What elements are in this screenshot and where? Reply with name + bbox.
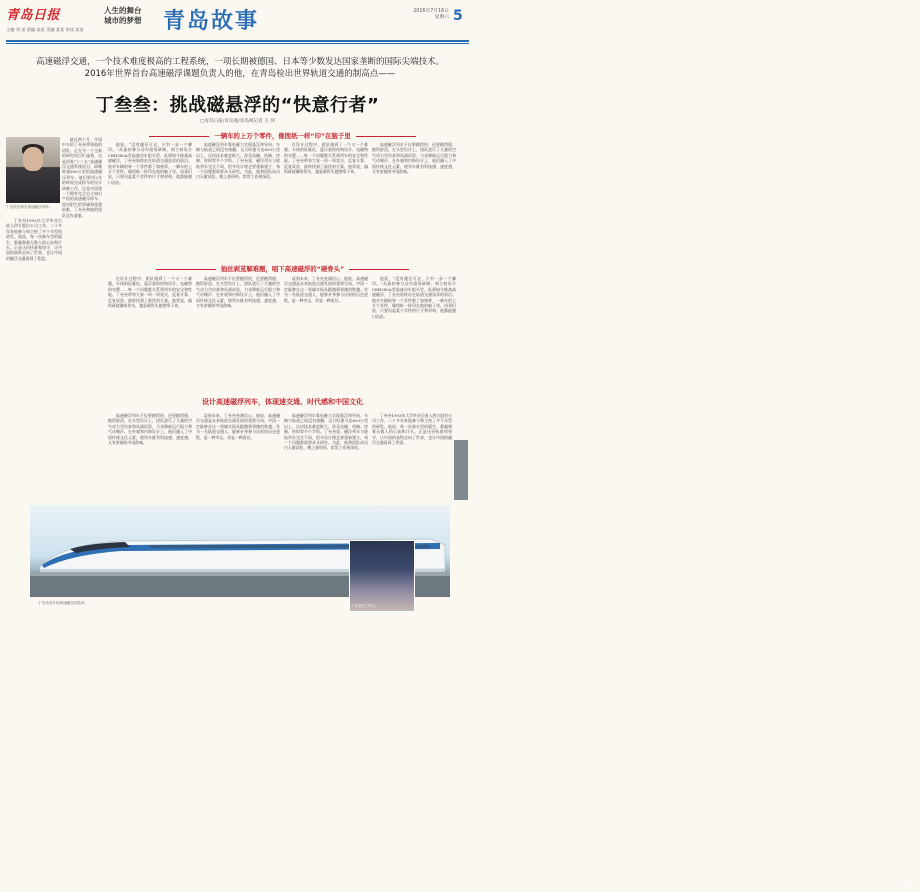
side-photo: [454, 440, 919, 892]
subhead-3-text: 设计高速磁浮列车，体现速交通、时代感和中国文化: [202, 398, 363, 406]
body-column-12: [372, 413, 452, 501]
article-byline: □青岛日报/青岛观/青岛网记者 王 珂: [200, 119, 275, 124]
body-paragraph: 谈到未来，丁叁叁充满信心。他说，高速磁浮交通是未来轨道交通发展的重要方向，中国一定能够在这一领域实现从跟跑到领跑的跨越。作为一名轨道交通人，能够亲身参与这样的历史进程，是一种幸运，更是一种责任。: [284, 276, 368, 303]
body-paragraph: 他说，“没有捷径可走，只有一步一个脚印。”从最初参与动车组的研制，到主持设计CRH380A型高速动车组头型，再到如今挑战高速磁浮，丁叁叁始终站在轨道交通技术的前沿。他对车辆的每一个零件都了如指掌，一辆车的上万个零件，像图纸一样印在他的脑子里。同事们说，只要问起某个零件的尺寸和材料，他都能脱口而出。: [108, 142, 192, 185]
masthead: [0, 0, 475, 46]
portrait-caption: 丁叁叁在研究高速磁浮列车。: [6, 205, 53, 209]
subhead-2: [110, 264, 455, 273]
article-headline: 丁叁叁：挑战磁悬浮的“快意行者”: [95, 95, 380, 116]
body-column-10: [196, 413, 280, 501]
body-column-2: [196, 142, 280, 252]
body-paragraph: 他说，“没有捷径可走，只有一步一个脚印。”从最初参与动车组的研制，到主持设计CRH380A型高速动车组头型，再到如今挑战高速磁浮，丁叁叁始终站在轨道交通技术的前沿。他对车辆的每一个零件都了如指掌，一辆车的上万个零件，像图纸一样印在他的脑子里。同事们说，只要问起某个零件的尺寸和材料，他都能脱口而出。: [372, 276, 456, 319]
body-column-5: [108, 276, 192, 386]
body-paragraph: 在设计过程中，团队遇到了一个又一个难题。车体的轻量化、悬浮架的结构设计、电磁铁的布置……每一个问题都关系到列车的安全和性能。丁叁叁带领大家一项一项攻关，反复计算、反复试验，最终找到了最优的方案。他常说，搞科研就像啃骨头，越是硬骨头越要啃下来。: [108, 276, 192, 309]
body-column-3: [284, 142, 368, 252]
body-paragraph: 高速磁浮列车不仅要跑得快，还要跑得稳、跑得舒适。在头型设计上，团队进行了大量的空气动力学仿真和风洞试验，力求降低运行阻力和气动噪声。在外观和内饰设计上，他们融入了中国传统文化元素，使列车既有科技感、速度感，又有浓郁的中国韵味。: [196, 276, 280, 309]
section-slogan: [104, 6, 159, 26]
subhead-rule-left: [156, 269, 216, 270]
left-column: [6, 218, 62, 500]
body-column-11: [284, 413, 368, 501]
body-paragraph: 在设计过程中，团队遇到了一个又一个难题。车体的轻量化、悬浮架的结构设计、电磁铁的布置……每一个问题都关系到列车的安全和性能。丁叁叁带领大家一项一项攻关，反复计算、反复试验，最终找到了最优的方案。他常说，搞科研就像啃骨头，越是硬骨头越要啃下来。: [284, 142, 368, 175]
masthead-rule-thin: [6, 43, 469, 44]
subhead-rule-right: [356, 136, 416, 137]
sidebar-column: [62, 137, 102, 297]
issue-date: 2016年7月16日: [413, 9, 449, 14]
body-column-6: [196, 276, 280, 386]
body-paragraph: 丁叁叁1993年大学毕业后进入四方股份公司工作，二十多年来他参与和主持了多个车型的研发。他说，每一次新车型的诞生，都凝聚着无数人的心血和汗水。正是这份执着和坚守，让中国的高铁走向了世界，也让中国的磁浮交通看到了希望。: [372, 413, 452, 446]
section-title: 青岛故事: [163, 9, 260, 34]
subhead-1-text: 一辆车的上万个零件，像图纸一样“印”在脑子里: [214, 132, 351, 140]
subhead-2-text: 抽丝剥茧解难题，唱下高速磁浮的“硬骨头”: [220, 265, 345, 273]
inset-caption: 丁叁叁在工作中。: [351, 604, 379, 608]
body-column-1: [108, 142, 192, 252]
edition-info: 主编 刘 某 责编 某某 美编 某某 审读 某某: [6, 27, 84, 32]
body-paragraph: 高速磁浮列车靠电磁力实现悬浮和导向，车辆与轨道之间没有接触，运行时速可达600公里以上。这项技术难度极大，涉及电磁、机械、控制、材料等多个学科。丁叁叁说，磁浮列车与轮轨列车完全不同，很多设计理念要重新建立，每一个问题都需要从头研究。为此，他和团队成员白天做试验，晚上查资料，常常工作到深夜。: [284, 413, 368, 451]
photo-caption: 丁叁叁设计的高速磁浮试验车。: [38, 601, 89, 605]
masthead-rule: [6, 40, 469, 42]
article-intro: 高速磁浮交通，一个技术难度极高的工程系统，一项长期被德国、日本等少数发达国家垄断的国际尖端技术。2016年世界首台高速磁浮课题负责人的他，在青岛检出世界轨道交通的制高点——: [35, 57, 444, 79]
slogan-line-2: 城市的梦想: [104, 16, 142, 25]
subhead-1: [110, 131, 455, 140]
body-paragraph: 高速磁浮列车不仅要跑得快，还要跑得稳、跑得舒适。在头型设计上，团队进行了大量的空气动力学仿真和风洞试验，力求降低运行阻力和气动噪声。在外观和内饰设计上，他们融入了中国传统文化元素，使列车既有科技感、速度感，又有浓郁的中国韵味。: [372, 142, 456, 175]
page-number: 5: [453, 8, 463, 24]
inset-photo: [349, 540, 415, 612]
issue-weekday: 星期六: [434, 15, 449, 20]
subhead-rule-right: [349, 269, 409, 270]
body-paragraph: 高速磁浮列车不仅要跑得快，还要跑得稳、跑得舒适。在头型设计上，团队进行了大量的空气动力学仿真和风洞试验，力求降低运行阻力和气动噪声。在外观和内饰设计上，他们融入了中国传统文化元素，使列车既有科技感、速度感，又有浓郁的中国韵味。: [108, 413, 192, 446]
body-column-7: [284, 276, 368, 386]
subhead-3: [110, 397, 455, 407]
side-photo-caption: 丁叁叁在研究。: [900, 885, 919, 892]
portrait-face: [23, 147, 43, 171]
body-column-8: [372, 276, 456, 386]
sidebar-paragraph: 最近两个月，中国中车的丁叁叁带领他的团队，正在为一个全新的研究项目忙碌着，这是国家“十三五”高速磁浮交通系统项目，研制时速600公里的高速磁浮列车。他们要用2年的时间完成样车的设计研制工作，这是中国第一个拥有完全自主知识产权的高速磁浮样车。面对陌生的领域和重重困难，丁叁叁和他的团队没有退缩。: [62, 137, 102, 218]
body-paragraph: 高速磁浮列车靠电磁力实现悬浮和导向，车辆与轨道之间没有接触，运行时速可达600公里以上。这项技术难度极大，涉及电磁、机械、控制、材料等多个学科。丁叁叁说，磁浮列车与轮轨列车完全不同，很多设计理念要重新建立，每一个问题都需要从头研究。为此，他和团队成员白天做试验，晚上查资料，常常工作到深夜。: [196, 142, 280, 180]
left-paragraph: 丁叁叁1993年大学毕业后进入四方股份公司工作，二十多年来他参与和主持了多个车型的研发。他说，每一次新车型的诞生，都凝聚着无数人的心血和汗水。正是这份执着和坚守，让中国的高铁走向了世界，也让中国的磁浮交通看到了希望。: [6, 218, 62, 261]
subhead-rule-left: [149, 136, 209, 137]
portrait-photo: [6, 137, 60, 203]
newspaper-logo: 青岛日报: [6, 8, 61, 23]
body-column-9: [108, 413, 192, 501]
slogan-line-1: 人生的舞台: [104, 6, 142, 15]
issue-meta: [413, 9, 449, 21]
body-column-4: [372, 142, 456, 252]
body-paragraph: 谈到未来，丁叁叁充满信心。他说，高速磁浮交通是未来轨道交通发展的重要方向，中国一定能够在这一领域实现从跟跑到领跑的跨越。作为一名轨道交通人，能够亲身参与这样的历史进程，是一种幸运，更是一种责任。: [196, 413, 280, 440]
